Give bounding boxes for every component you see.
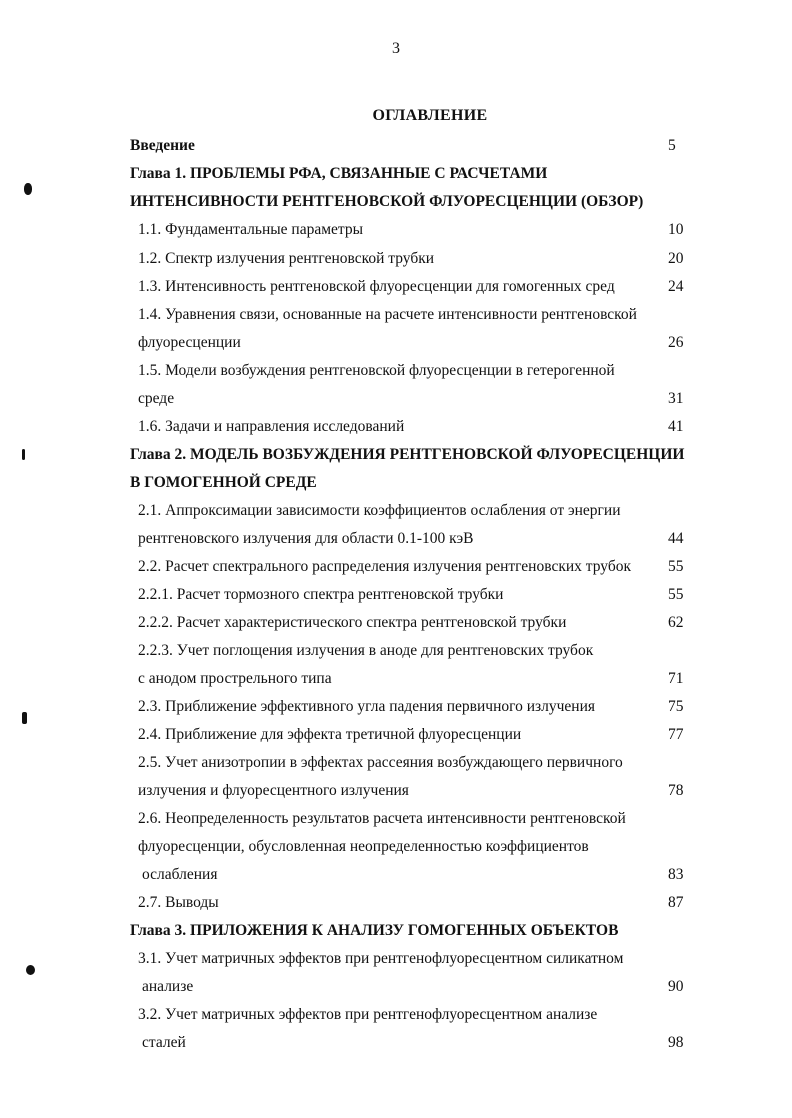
toc-page-number: 87 <box>668 894 684 911</box>
toc-entry-3-1: 3.1. Учет матричных эффектов при рентгенофлуоресцентном силикатном <box>138 950 624 967</box>
toc-entry-1-2: 1.2. Спектр излучения рентгеновской трубки <box>138 250 435 267</box>
toc-entry-1-3: 1.3. Интенсивность рентгеновской флуоресценции для гомогенных сред <box>138 278 615 295</box>
chapter-1-heading: Глава 1. ПРОБЛЕМЫ РФА, СВЯЗАННЫЕ С РАСЧЕТАМИ <box>130 165 548 182</box>
toc-entry-2-2-3-continued: с анодом прострельного типа <box>138 670 332 687</box>
toc-page-number: 44 <box>668 530 684 547</box>
page-number: 3 <box>392 40 400 57</box>
toc-page-number: 5 <box>668 137 676 154</box>
toc-page-number: 77 <box>668 726 684 743</box>
toc-page-number: 55 <box>668 558 684 575</box>
toc-entry-2-2-3: 2.2.3. Учет поглощения излучения в аноде для рентгеновских трубок <box>138 642 594 659</box>
toc-page-number: 90 <box>668 978 684 995</box>
toc-page-number: 71 <box>668 670 684 687</box>
scan-mark-2 <box>22 449 25 460</box>
chapter-2-heading-continued: В ГОМОГЕННОЙ СРЕДЕ <box>130 474 317 491</box>
toc-page-number: 10 <box>668 221 684 238</box>
toc-entry-1-4: 1.4. Уравнения связи, основанные на расчете интенсивности рентгеновской <box>138 306 637 323</box>
toc-entry-2-7: 2.7. Выводы <box>138 894 219 911</box>
toc-page-number: 41 <box>668 418 684 435</box>
toc-entry-1-6: 1.6. Задачи и направления исследований <box>138 418 405 435</box>
toc-entry-1-4-continued: флуоресценции <box>138 334 241 351</box>
toc-entry-introduction: Введение <box>130 137 195 154</box>
toc-entry-2-2: 2.2. Расчет спектрального распределения излучения рентгеновских трубок <box>138 558 632 575</box>
toc-entry-1-5: 1.5. Модели возбуждения рентгеновской флуоресценции в гетерогенной <box>138 362 615 379</box>
toc-entry-2-2-2: 2.2.2. Расчет характеристического спектра рентгеновской трубки <box>138 614 567 631</box>
toc-entry-2-5: 2.5. Учет анизотропии в эффектах рассеяния возбуждающего первичного <box>138 754 623 771</box>
toc-page-number: 62 <box>668 614 684 631</box>
toc-page-number: 24 <box>668 278 684 295</box>
toc-page-number: 20 <box>668 250 684 267</box>
toc-page-number: 98 <box>668 1034 684 1051</box>
toc-entry-2-1: 2.1. Аппроксимации зависимости коэффициентов ослабления от энергии <box>138 502 621 519</box>
toc-entry-2-2-1: 2.2.1. Расчет тормозного спектра рентгеновской трубки <box>138 586 504 603</box>
toc-entry-2-1-continued: рентгеновского излучения для области 0.1-100 кэВ <box>138 530 474 547</box>
chapter-3-heading: Глава 3. ПРИЛОЖЕНИЯ К АНАЛИЗУ ГОМОГЕННЫХ ОБЪЕКТОВ <box>130 922 619 939</box>
scan-mark-1 <box>24 183 32 195</box>
toc-entry-2-3: 2.3. Приближение эффективного угла падения первичного излучения <box>138 698 596 715</box>
scan-mark-3 <box>22 712 27 724</box>
toc-entry-2-5-continued: излучения и флуоресцентного излучения <box>138 782 409 799</box>
toc-entry-2-4: 2.4. Приближение для эффекта третичной флуоресценции <box>138 726 522 743</box>
toc-entry-1-5-continued: среде <box>138 390 175 407</box>
toc-page-number: 83 <box>668 866 684 883</box>
scan-mark-4 <box>26 965 35 975</box>
toc-page-number: 55 <box>668 586 684 603</box>
toc-entry-2-6-continued: флуоресценции, обусловленная неопределенностью коэффициентов <box>138 838 589 855</box>
chapter-1-heading-continued: ИНТЕНСИВНОСТИ РЕНТГЕНОВСКОЙ ФЛУОРЕСЦЕНЦИИ (ОБЗОР) <box>130 193 644 210</box>
toc-page-number: 78 <box>668 782 684 799</box>
toc-title: ОГЛАВЛЕНИЕ <box>372 107 488 124</box>
chapter-2-heading: Глава 2. МОДЕЛЬ ВОЗБУЖДЕНИЯ РЕНТГЕНОВСКОЙ ФЛУОРЕСЦЕНЦИИ <box>130 446 685 463</box>
toc-page-number: 26 <box>668 334 684 351</box>
toc-entry-2-6-continued-2: ослабления <box>142 866 218 883</box>
toc-entry-2-6: 2.6. Неопределенность результатов расчета интенсивности рентгеновской <box>138 810 626 827</box>
toc-entry-3-2: 3.2. Учет матричных эффектов при рентгенофлуоресцентном анализе <box>138 1006 598 1023</box>
toc-page-number: 31 <box>668 390 684 407</box>
toc-entry-3-1-continued: анализе <box>142 978 194 995</box>
toc-entry-3-2-continued: сталей <box>142 1034 186 1051</box>
toc-page-number: 75 <box>668 698 684 715</box>
toc-entry-1-1: 1.1. Фундаментальные параметры <box>138 221 364 238</box>
